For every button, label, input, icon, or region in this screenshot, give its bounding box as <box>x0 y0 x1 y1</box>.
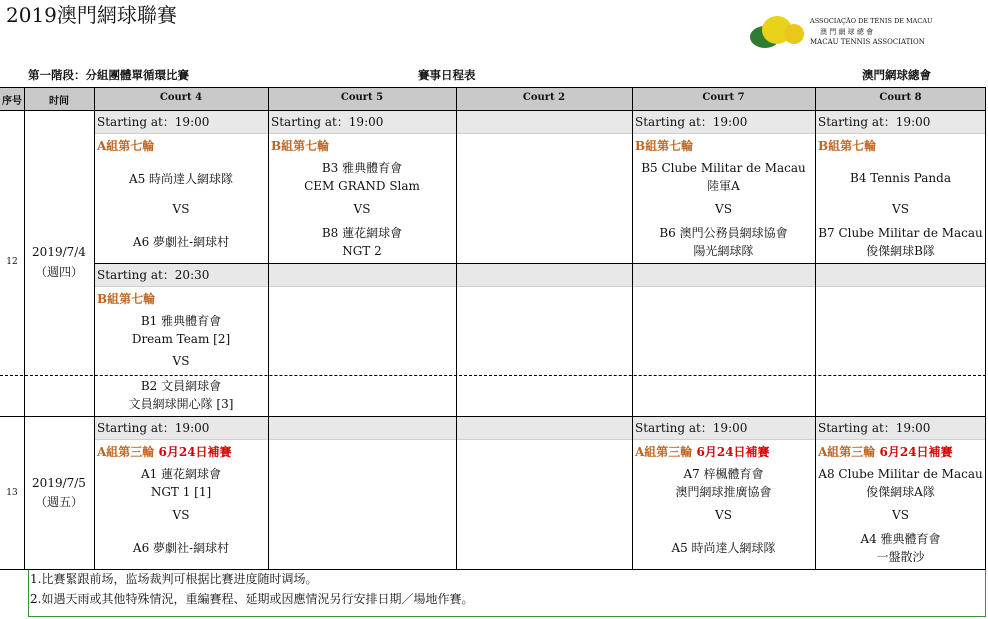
team-name: CEM GRAND Slam <box>304 179 420 193</box>
round-label: B組第七輪 <box>271 139 330 153</box>
start-time-court5: Starting at：19:00 <box>271 115 384 129</box>
team-name: 澳門網球推廣協會 <box>675 485 772 499</box>
team-name: A5 時尚達人網球隊 <box>671 541 776 555</box>
note-1: 1.比賽緊跟前场，监场裁判可根据比賽进度随时调场。 <box>30 572 318 586</box>
team-name: B5 Clube Militar de Macau <box>641 161 806 175</box>
vs-label: VS <box>892 508 909 522</box>
page-title: 2019澳門網球聯賽 <box>6 3 177 27</box>
grid-line <box>94 133 986 134</box>
makeup-note: 6月24日補賽 <box>158 445 232 459</box>
team-name: B3 雅典體育會 <box>321 161 403 175</box>
vs-label: VS <box>172 354 190 368</box>
team-name: NGT 1 [1] <box>150 485 212 499</box>
team-name: Dream Team [2] <box>131 332 231 346</box>
round-label: B組第七輪 <box>635 139 694 153</box>
day2-date: 2019/7/5 <box>32 476 86 490</box>
col-court8-header: Court 8 <box>815 88 986 110</box>
team-name: 文員網球開心隊 [3] <box>128 397 234 411</box>
vs-label: VS <box>353 202 371 216</box>
day1-number: 12 <box>6 257 18 267</box>
team-name: A6 夢劇社-網球村 <box>132 235 230 249</box>
team-name: B1 雅典體育會 <box>140 314 222 328</box>
vs-label: VS <box>172 508 190 522</box>
col-line <box>456 87 457 569</box>
team-name: 俊傑網球B隊 <box>866 244 935 258</box>
note-2: 2.如遇天雨或其他特殊情況，重編賽程、延期或因應情況另行安排日期／場地作賽。 <box>30 592 474 606</box>
team-name: B4 Tennis Panda <box>850 171 951 185</box>
team-name: 一盤散沙 <box>876 550 925 564</box>
vs-label: VS <box>172 202 190 216</box>
team-name: 俊傑網球A隊 <box>866 485 935 499</box>
team-name: B6 澳門公務員網球協會 <box>659 226 788 240</box>
day-divider <box>0 416 986 417</box>
team-name: A6 夢劇社-網球村 <box>132 541 230 555</box>
day1-date: 2019/7/4 <box>32 245 86 259</box>
round-label: A組第三輪 6月24日補賽 <box>818 445 953 459</box>
day2-weekday: （週五） <box>34 495 83 509</box>
org-name-english: MACAU TENNIS ASSOCIATION <box>810 38 925 46</box>
team-name: A5 時尚達人網球隊 <box>128 172 234 186</box>
vs-label: VS <box>892 202 909 216</box>
col-court4-header: Court 4 <box>94 88 268 110</box>
grid-line <box>94 439 986 440</box>
round-label: A組第三輪 6月24日補賽 <box>97 445 232 459</box>
start-time-court4: Starting at：19:00 <box>97 421 210 435</box>
round-label: B組第七輪 <box>97 292 156 306</box>
col-time-header: 时间 <box>24 88 94 110</box>
day2-number: 13 <box>6 488 18 498</box>
org-name-portuguese: ASSOCIAÇÃO DE TÉNIS DE MACAU <box>810 17 933 25</box>
team-name: A7 梓楓體育會 <box>683 467 764 481</box>
col-court2-header: Court 2 <box>456 88 632 110</box>
team-name: B7 Clube Militar de Macau <box>818 226 983 240</box>
start-row-day1-late <box>94 264 986 286</box>
vs-label: VS <box>715 508 732 522</box>
team-name: A8 Clube Militar de Macau <box>818 467 983 481</box>
day1-weekday: （週四） <box>34 265 83 279</box>
grid-line <box>94 286 986 287</box>
table-header-bottom <box>0 110 986 111</box>
row-divider-dashed <box>0 375 986 376</box>
col-court7-header: Court 7 <box>632 88 815 110</box>
team-name: 陸軍A <box>707 179 740 193</box>
stage-label: 第一階段：分組團體單循環比賽 <box>28 68 189 82</box>
team-name: A1 蓮花網球會 <box>140 467 222 481</box>
logo-yellow-small-icon <box>784 24 804 44</box>
start-time-court8: Starting at：19:00 <box>818 115 931 129</box>
schedule-label: 賽事日程表 <box>418 68 476 82</box>
team-name: NGT 2 <box>342 244 382 258</box>
col-line <box>268 87 269 569</box>
start-time-court7: Starting at：19:00 <box>635 115 748 129</box>
team-name: 陽光網球隊 <box>693 244 754 258</box>
association-label: 澳門網球總會 <box>862 68 931 82</box>
association-logo <box>750 16 806 48</box>
team-name: B2 文員網球會 <box>140 379 222 393</box>
round-label: B組第七輪 <box>818 139 877 153</box>
col-court5-header: Court 5 <box>268 88 456 110</box>
row-divider <box>94 263 986 264</box>
round-label: A組第三輪 6月24日補賽 <box>635 445 770 459</box>
start-time-court4-late: Starting at：20:30 <box>97 268 210 282</box>
team-name: A4 雅典體育會 <box>860 532 941 546</box>
makeup-note: 6月24日補賽 <box>879 445 953 459</box>
table-border-top <box>0 87 986 88</box>
makeup-note: 6月24日補賽 <box>696 445 770 459</box>
org-name-chinese: 澳 門 網 球 總 會 <box>820 28 874 36</box>
col-num-header: 序号 <box>0 88 24 110</box>
start-time-court7: Starting at：19:00 <box>635 421 748 435</box>
vs-label: VS <box>715 202 732 216</box>
start-time-court8: Starting at：19:00 <box>818 421 931 435</box>
start-time-court4: Starting at：19:00 <box>97 115 210 129</box>
round-label: A組第七輪 <box>97 139 155 153</box>
team-name: B8 蓮花網球會 <box>321 226 403 240</box>
